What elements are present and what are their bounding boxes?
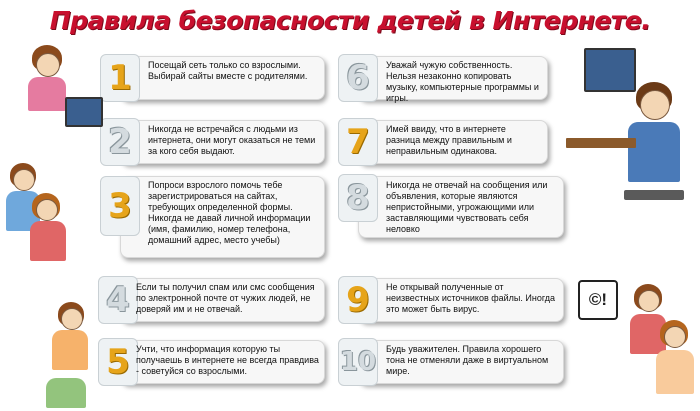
rule-8	[338, 176, 564, 238]
children-illustration	[0, 155, 95, 280]
rule-7	[338, 120, 548, 164]
chair	[624, 190, 684, 200]
copyright-warning-icon: ©!	[578, 280, 618, 320]
child-with-envelope-illustration	[40, 290, 95, 410]
rule-number: 8	[338, 174, 378, 222]
rule-number: 9	[338, 276, 378, 324]
rule-5	[90, 340, 325, 384]
rule-text: Никогда не встречайся с людьми из интернета, они могут оказаться не теми за кого себя выдают.	[148, 124, 316, 156]
rule-number: 1	[100, 54, 140, 102]
child-shirt	[46, 378, 86, 408]
boy-at-desk-illustration	[566, 30, 696, 245]
child-head	[13, 169, 35, 191]
child-shirt	[30, 221, 66, 261]
child-head	[638, 290, 660, 312]
rule-3	[100, 176, 325, 258]
child-head	[36, 199, 58, 221]
rule-number: 6	[338, 54, 378, 102]
rule-text: Посещай сеть только со взрослыми. Выбирай сайты вместе с родителями.	[148, 60, 308, 81]
rule-text: Попроси взрослого помочь тебе зарегистрироваться на сайтах, требующих определенной формы. Никогда не давай личной информации (имя, фамилию, номер телефона, домашний адрес, место учебы)	[148, 180, 311, 245]
rule-number: 4	[98, 276, 138, 324]
boy-head	[640, 90, 670, 120]
rule-6	[338, 56, 548, 103]
rule-2	[100, 120, 325, 164]
rule-9	[338, 278, 564, 322]
rule-4	[90, 278, 325, 322]
rule-text: Уважай чужую собственность. Нельзя незаконно копировать музыку, компьютерные программы и игры.	[386, 60, 539, 103]
laptop-icon	[65, 97, 103, 127]
child-at-computer-illustration	[10, 45, 105, 145]
child-head	[61, 308, 83, 330]
rule-10	[338, 340, 564, 384]
rule-number: 10	[338, 338, 378, 386]
rule-text: Если ты получил спам или смс сообщения по электронной почте от чужих людей, не доверяй им и не отвечай.	[136, 282, 315, 314]
rule-number: 3	[100, 176, 140, 236]
rule-1	[100, 56, 325, 100]
rule-text: Имей ввиду, что в интернете разница между правильным и неправильным одинакова.	[386, 124, 512, 156]
desk	[566, 138, 636, 148]
rule-text: Никогда не отвечай на сообщения или объявления, которые являются непристойными, угрожающими или заставляющими чувствовать себя неловко	[386, 180, 548, 234]
child-shirt	[28, 77, 66, 111]
child-shirt	[52, 330, 88, 370]
monitor-icon	[584, 48, 636, 92]
rule-text: Будь уважителен. Правила хорошего тона не отменяли даже в виртуальном мире.	[386, 344, 549, 376]
rule-text: Не открывай полученные от неизвестных источников файлы. Иногда это может быть вирус.	[386, 282, 555, 314]
rule-text: Учти, что информация которую ты получаешь в интернете не всегда правдива - советуйся со взрослыми.	[136, 344, 319, 376]
children-with-laptop-illustration	[620, 280, 698, 408]
child-head	[36, 53, 60, 77]
rule-number: 5	[98, 338, 138, 386]
rule-number: 7	[338, 118, 378, 166]
child-shirt	[656, 350, 694, 394]
boy-shirt	[628, 122, 680, 182]
rule-number: 2	[100, 118, 140, 166]
page-title: Правила безопасности детей в Интернете.	[49, 6, 651, 35]
child-head	[664, 326, 686, 348]
